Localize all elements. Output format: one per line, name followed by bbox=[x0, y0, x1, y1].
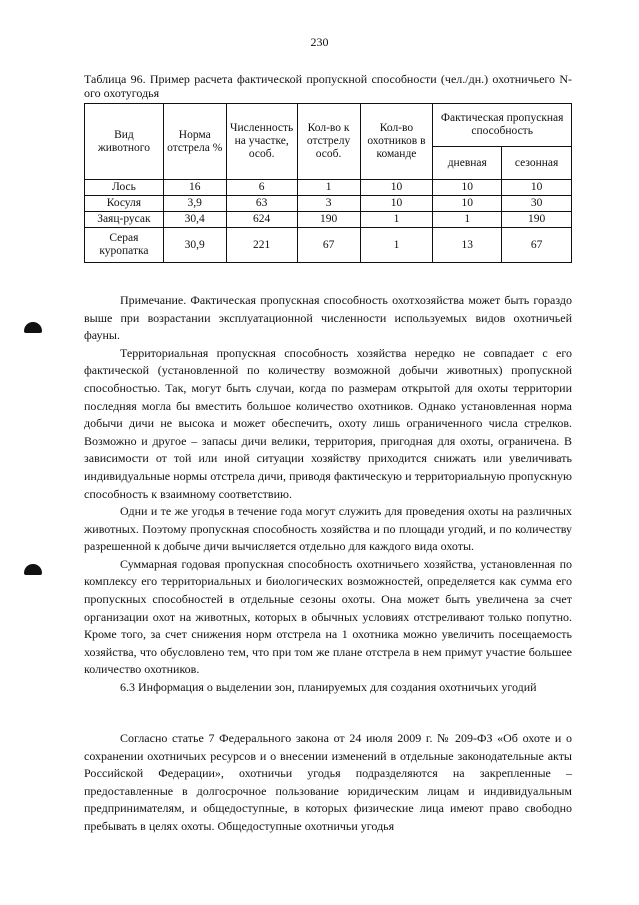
cell-animal: Косуля bbox=[85, 196, 164, 212]
cell-to-shoot: 190 bbox=[297, 212, 360, 228]
header-seasonal: сезонная bbox=[502, 147, 572, 180]
table-row bbox=[85, 196, 572, 212]
paragraph: Одни и те же угодья в течение года могут служить для проведения охоты на различных животных. Поэтому пропускная способность хозяйства и по площади угодий, и по количеству разрешенной к добыче дичи вычисляется отдельно для каждого вида охоты. bbox=[84, 504, 572, 554]
cell-hunters: 10 bbox=[360, 196, 433, 212]
cell-norm: 16 bbox=[163, 180, 226, 196]
header-norm: Норма отстрела % bbox=[163, 104, 226, 180]
header-to-shoot: Кол-во к отстрелу особ. bbox=[297, 104, 360, 180]
header-animal: Вид животного bbox=[85, 104, 164, 180]
cell-animal: Серая куропатка bbox=[85, 228, 164, 263]
cell-norm: 30,4 bbox=[163, 212, 226, 228]
section-heading: 6.3 Информация о выделении зон, планируемых для создания охотничьих угодий bbox=[120, 679, 537, 694]
cell-seasonal: 190 bbox=[502, 212, 572, 228]
header-capacity: Фактическая пропускная способность bbox=[433, 104, 572, 147]
note-paragraph: Примечание. Фактическая пропускная способность охотхозяйства может быть гораздо выше при возрастании эксплуатационной численности используемых видов охотничьей фауны. bbox=[84, 293, 572, 343]
table-row bbox=[85, 228, 572, 263]
cell-animal: Заяц-русак bbox=[85, 212, 164, 228]
body-text bbox=[84, 292, 572, 503]
margin-marker bbox=[24, 322, 42, 333]
paragraph: Территориальная пропускная способность хозяйства нередко не совпадает с его фактической (установленной по количеству возможной добычи животных) пропускной способностью. Так, могут быть случаи, когда по размерам открытой для охоты территории последняя могла бы вместить большое количество охотников. Однако установленная норма добычи дичи не высока и может обеспечить, охоту лишь ограниченного числа стрелков. Возможно и другое – запасы дичи велики, территория, пригодная для охоты, ограничена. В зависимости от той или иной ситуации хозяйству приходится снижать или увеличивать индивидуальные нормы отстрела дичи, приводя фактическую и территориальную пропускную способность к взаимному соответствию. bbox=[84, 345, 572, 501]
cell-hunters: 10 bbox=[360, 180, 433, 196]
cell-norm: 3,9 bbox=[163, 196, 226, 212]
cell-seasonal: 30 bbox=[502, 196, 572, 212]
cell-daily: 10 bbox=[433, 180, 502, 196]
cell-population: 624 bbox=[226, 212, 297, 228]
capacity-table bbox=[84, 103, 572, 263]
cell-to-shoot: 3 bbox=[297, 196, 360, 212]
cell-norm: 30,9 bbox=[163, 228, 226, 263]
body-text bbox=[84, 503, 572, 697]
cell-daily: 13 bbox=[433, 228, 502, 263]
header-hunters: Кол-во охотников в команде bbox=[360, 104, 433, 180]
paragraph: Согласно статье 7 Федерального закона от 24 июля 2009 г. № 209-ФЗ «Об охоте и о сохранении охотничьих ресурсов и о внесении изменений в отдельные законодательные акты Российской Федерации», охотничьи угодья подразделяются на закрепленные – предоставленные в долгосрочное пользование юридическим лицам и индивидуальным предпринимателям, и общедоступные, в которых физические лица имеют право свободно пребывать в целях охоты. Общедоступные охотничьи угодья bbox=[84, 731, 572, 833]
cell-to-shoot: 1 bbox=[297, 180, 360, 196]
cell-hunters: 1 bbox=[360, 228, 433, 263]
paragraph: Суммарная годовая пропускная способность охотничьего хозяйства, установленная по комплексу его территориальных и биологических возможностей, определяется как сумма его пропускных способностей в отдельные сезоны охоты. Она может быть увеличена за счет организации охот на животных, которых в обычных условиях отстреливают только попутно. Кроме того, за счет снижения норм отстрела на 1 охотника можно увеличить посещаемость хозяйства, что обусловлено тем, что при том же плане отстрела в нем примут участие большее количество охотников. bbox=[84, 556, 572, 677]
cell-population: 6 bbox=[226, 180, 297, 196]
cell-population: 63 bbox=[226, 196, 297, 212]
header-daily: дневная bbox=[433, 147, 502, 180]
cell-animal: Лось bbox=[85, 180, 164, 196]
body-text bbox=[84, 730, 572, 836]
page-number: 230 bbox=[310, 35, 329, 49]
cell-to-shoot: 67 bbox=[297, 228, 360, 263]
cell-daily: 1 bbox=[433, 212, 502, 228]
cell-seasonal: 10 bbox=[502, 180, 572, 196]
cell-seasonal: 67 bbox=[502, 228, 572, 263]
table-row bbox=[85, 212, 572, 228]
table-caption: Таблица 96. Пример расчета фактической пропускной способности (чел./дн.) охотничьего N-ого охотугодья bbox=[84, 72, 572, 100]
cell-hunters: 1 bbox=[360, 212, 433, 228]
cell-population: 221 bbox=[226, 228, 297, 263]
header-population: Численность на участке, особ. bbox=[226, 104, 297, 180]
table-row bbox=[85, 180, 572, 196]
margin-marker bbox=[24, 564, 42, 575]
cell-daily: 10 bbox=[433, 196, 502, 212]
